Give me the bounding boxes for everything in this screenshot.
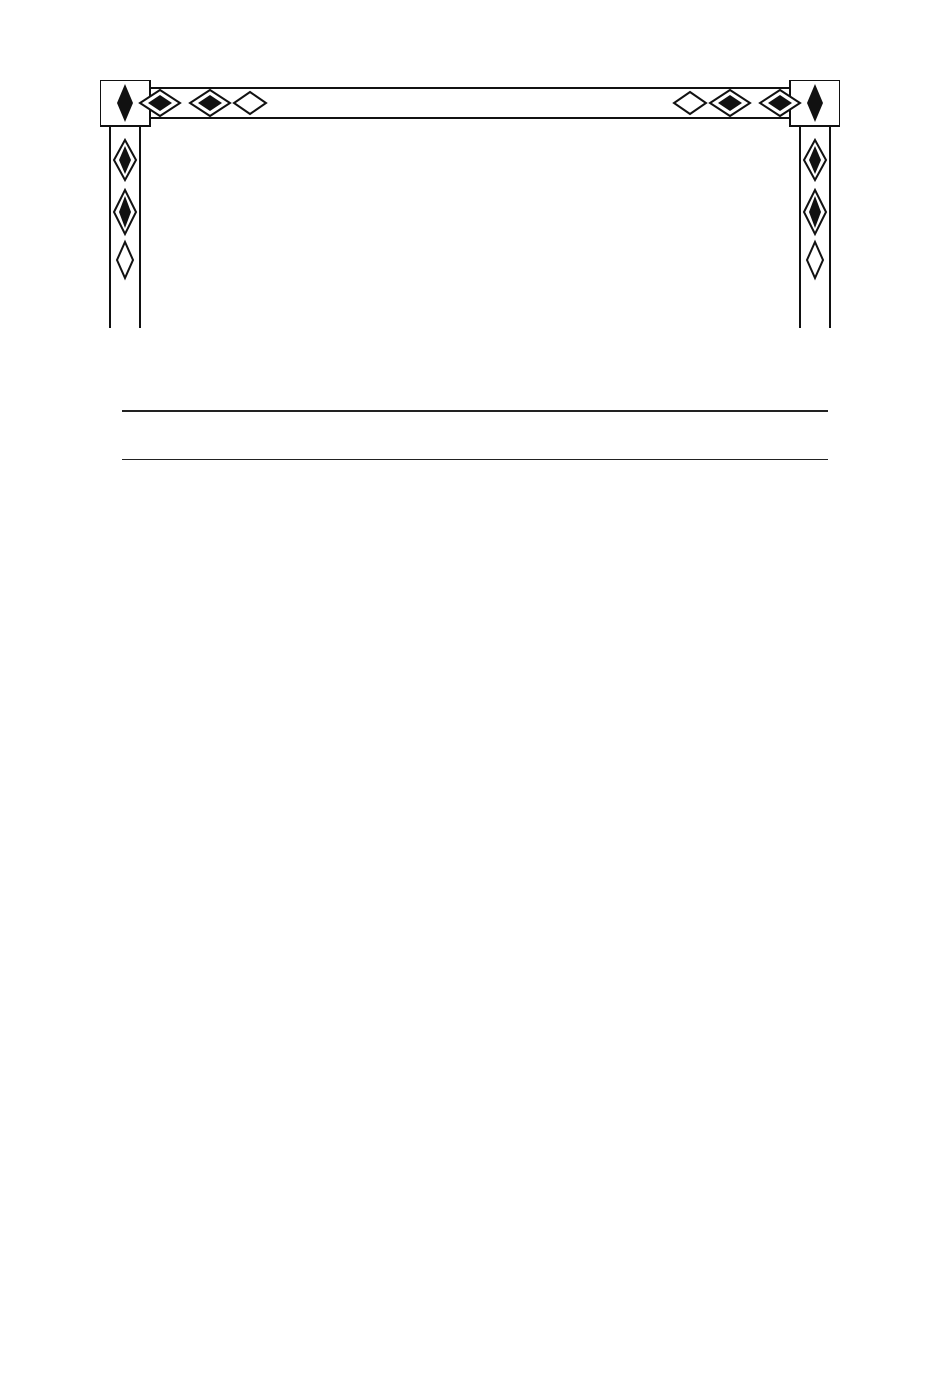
table-top-rule [122,410,828,412]
ornament-border-icon [100,80,840,340]
decorative-frame [100,80,840,340]
table-header-rule [122,459,828,460]
